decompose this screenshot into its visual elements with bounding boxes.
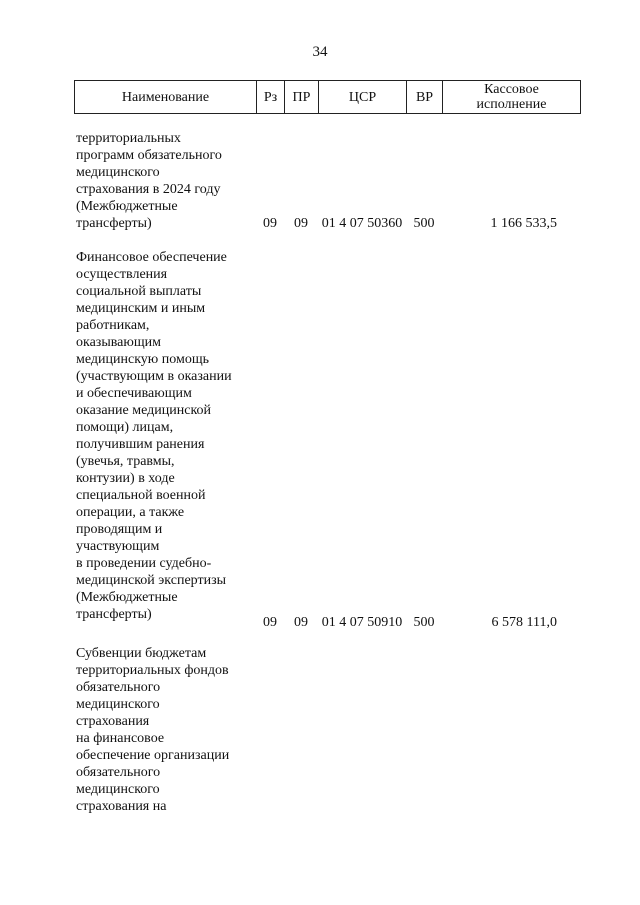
row-vr: 500 — [413, 216, 435, 231]
row-rz: 09 — [263, 615, 277, 630]
row-kass: 6 578 111,0 — [491, 615, 557, 630]
row-pr: 09 — [294, 615, 308, 630]
row-csr: 01 4 07 50910 — [321, 615, 403, 630]
row-kass: 1 166 533,5 — [490, 216, 557, 231]
header-kass: Кассовое исполнение — [476, 82, 547, 112]
header-pr: ПР — [285, 81, 319, 113]
header-vr: ВР — [407, 81, 443, 113]
row-pr: 09 — [294, 216, 308, 231]
row-name: Финансовое обеспечение осуществления социальной выплаты медицинским и иным работникам, оказывающим медицинскую помощь (участвующим в оказании и обеспечивающим оказание медицинской помощи) лицам, получившим ранения (увечья, травмы, контузии) в ходе специальной военной операции, а также проводящим и участвующим в проведении судебно- медицинской экспертизы (Межбюджетные трансферты) — [76, 250, 232, 622]
header-csr: ЦСР — [319, 81, 407, 113]
row-name: Субвенции бюджетам территориальных фондов обязательного медицинского страхования на финансовое обеспечение организации обязательного медицинского страхования на — [76, 646, 230, 814]
row-rz: 09 — [263, 216, 277, 231]
row-vr: 500 — [413, 615, 435, 630]
row-name: территориальных программ обязательного медицинского страхования в 2024 году (Межбюджетные трансферты) — [76, 131, 222, 231]
header-name: Наименование — [75, 81, 257, 113]
page-number: 34 — [312, 44, 328, 60]
header-rz: Рз — [257, 81, 285, 113]
table-header — [74, 80, 581, 114]
row-csr: 01 4 07 50360 — [321, 216, 403, 231]
